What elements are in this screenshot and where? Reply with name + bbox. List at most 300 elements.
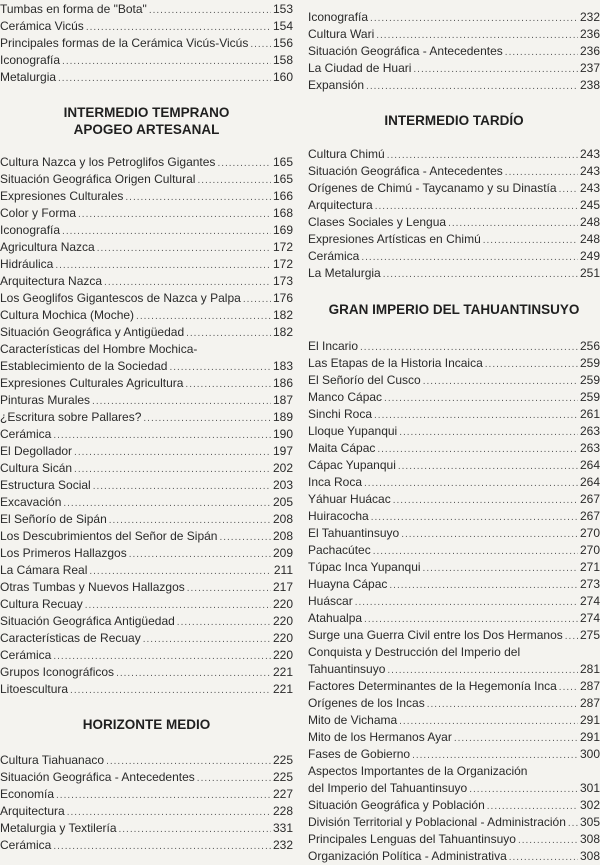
toc-left-column [0, 0, 293, 854]
toc-entry-page: 249 [579, 249, 600, 263]
dot-leader [565, 628, 578, 644]
dot-leader [74, 461, 271, 477]
toc-entry-page: 274 [579, 594, 600, 608]
toc-entry-page: 237 [579, 61, 600, 75]
toc-entry [308, 797, 600, 814]
toc-entry-page: 220 [272, 597, 293, 611]
toc-entry [0, 18, 293, 35]
dot-leader [125, 189, 271, 205]
toc-entry [0, 324, 293, 341]
section-heading-horizonte-medio: HORIZONTE MEDIO [82, 717, 211, 732]
toc-entry [308, 610, 600, 627]
toc-entry [0, 443, 293, 460]
toc-entry-title: Cultura Nazca y los Petroglifos Gigantes [0, 155, 216, 169]
toc-group-horizonte-medio [0, 752, 293, 854]
toc-entry-page: 267 [579, 509, 600, 523]
toc-entry-page: 227 [272, 787, 293, 801]
dot-leader [106, 753, 271, 769]
toc-entry-title: Otras Tumbas y Nuevos Hallazgos [0, 580, 185, 594]
toc-entry-title: Organización Política - Administrativa [308, 849, 507, 863]
dot-leader [399, 713, 578, 729]
dot-leader [219, 529, 271, 545]
toc-entry [0, 52, 293, 69]
toc-entry-page: 281 [579, 662, 600, 676]
toc-entry-page: 158 [272, 53, 293, 67]
toc-entry-title: Expresiones Culturales Agricultura [0, 376, 184, 390]
dot-leader [412, 747, 578, 763]
section-heading-line: APOGEO ARTESANAL [73, 122, 220, 137]
dot-leader [483, 232, 578, 248]
toc-entry [0, 664, 293, 681]
toc-entry [0, 35, 293, 52]
toc-entry-page: 189 [272, 410, 293, 424]
dot-leader [217, 155, 271, 171]
toc-entry [308, 848, 600, 865]
toc-entry [0, 307, 293, 324]
toc-entry [308, 338, 600, 355]
toc-entry-title: El Degollador [0, 444, 73, 458]
toc-entry-page: 156 [272, 36, 293, 50]
toc-entry [308, 146, 600, 163]
toc-entry-page: 221 [272, 682, 293, 696]
toc-entry-page: 160 [272, 70, 293, 84]
toc-entry [0, 837, 293, 854]
toc-entry-page: 190 [272, 427, 293, 441]
dot-leader [250, 36, 271, 52]
toc-entry [0, 409, 293, 426]
dot-leader [63, 495, 271, 511]
dot-leader [559, 679, 578, 695]
dot-leader [485, 356, 578, 372]
toc-entry-title: Los Primeros Hallazgos [0, 546, 127, 560]
dot-leader [97, 240, 271, 256]
toc-entry-title: Orígenes de Chimú - Taycanamo y su Dinastía [308, 181, 557, 195]
toc-entry-title: Huiracocha [308, 509, 369, 523]
toc-entry [308, 525, 600, 542]
toc-entry-title: Lloque Yupanqui [308, 424, 398, 438]
toc-entry-title: Hidráulica [0, 257, 54, 271]
toc-entry-page: 267 [579, 492, 600, 506]
toc-entry-page: 208 [272, 529, 293, 543]
toc-entry-page: 256 [579, 339, 600, 353]
toc-entry [308, 406, 600, 423]
toc-entry-page: 220 [272, 614, 293, 628]
toc-entry [308, 423, 600, 440]
toc-entry-page: 211 [273, 563, 293, 577]
toc-entry-title: La Cámara Real [0, 563, 88, 577]
dot-leader [423, 560, 578, 576]
toc-entry [308, 163, 600, 180]
toc-entry-title: Expresiones Culturales [0, 189, 124, 203]
dot-leader [393, 492, 578, 508]
toc-entry [308, 559, 600, 576]
toc-entry-page: 270 [579, 543, 600, 557]
dot-leader [143, 631, 271, 647]
toc-entry [308, 440, 600, 457]
toc-entry-title: Establecimiento de la Sociedad [0, 359, 168, 373]
toc-entry-page: 187 [272, 393, 293, 407]
dot-leader [371, 509, 578, 525]
toc-entry-title: Cultura Mochica (Moche) [0, 308, 135, 322]
toc-entry-title: Situación Geográfica Origen Cultural [0, 172, 196, 186]
dot-leader [58, 70, 271, 86]
toc-entry [308, 389, 600, 406]
toc-entry [308, 491, 600, 508]
toc-entry [0, 460, 293, 477]
dot-leader [104, 274, 271, 290]
toc-entry [0, 188, 293, 205]
toc-entry [0, 375, 293, 392]
dot-leader [119, 821, 271, 837]
toc-entry-title: Mito de los Hermanos Ayar [308, 730, 452, 744]
toc-entry-title: Expansión [308, 78, 365, 92]
toc-entry-page: 275 [579, 628, 600, 642]
toc-entry-page: 301 [579, 781, 600, 795]
toc-entry-page: 166 [272, 189, 293, 203]
toc-group-top-left [0, 0, 293, 86]
dot-leader [197, 172, 271, 188]
toc-entry [308, 9, 600, 26]
toc-entry-page: 182 [272, 308, 293, 322]
toc-entry-title: Situación Geográfica - Antecedentes [308, 164, 503, 178]
dot-leader [169, 359, 271, 375]
toc-entry-page: 220 [272, 648, 293, 662]
toc-entry-page: 291 [579, 730, 600, 744]
toc-entry [0, 290, 293, 307]
dot-leader [89, 563, 271, 579]
dot-leader [149, 2, 271, 18]
toc-entry [0, 681, 293, 698]
toc-entry-page: 245 [579, 198, 600, 212]
toc-entry-page: 259 [579, 373, 600, 387]
toc-entry [308, 729, 600, 746]
toc-entry-page: 217 [272, 580, 293, 594]
toc-entry [0, 613, 293, 630]
toc-entry-title: Mito de Vichama [308, 713, 398, 727]
toc-entry-page: 261 [579, 407, 600, 421]
toc-entry-page: 243 [579, 164, 600, 178]
dot-leader [373, 543, 578, 559]
dot-leader [55, 257, 271, 273]
dot-leader [86, 19, 271, 35]
dot-leader [53, 838, 271, 854]
toc-entry-page: 202 [272, 461, 293, 475]
toc-entry-title: Cerámica Vicús [0, 19, 84, 33]
dot-leader [377, 441, 578, 457]
toc-entry [0, 820, 293, 837]
toc-entry-title: Principales Lenguas del Tahuantinsuyo [308, 832, 516, 846]
toc-entry [308, 814, 600, 831]
toc-entry-title: El Señorío de Sipán [0, 512, 107, 526]
toc-entry [0, 426, 293, 443]
toc-entry [0, 579, 293, 596]
dot-leader [93, 478, 271, 494]
toc-entry-page: 273 [579, 577, 600, 591]
toc-entry-page: 238 [579, 78, 600, 92]
toc-entry-title: Características de Recuay [0, 631, 141, 645]
toc-entry-title: Cultura Chimú [308, 147, 385, 161]
section-heading-line: INTERMEDIO TEMPRANO [63, 105, 230, 120]
toc-entry [0, 392, 293, 409]
toc-entry-title: Cápac Yupanqui [308, 458, 396, 472]
toc-entry-page: 270 [579, 526, 600, 540]
toc-entry-title: El Incario [308, 339, 359, 353]
toc-entry [308, 197, 600, 214]
toc-entry-title: Iconografía [0, 223, 61, 237]
toc-entry-page: 176 [272, 291, 293, 305]
dot-leader [355, 594, 578, 610]
dot-leader [505, 164, 578, 180]
toc-entry-page: 243 [579, 147, 600, 161]
toc-entry-page: 308 [579, 849, 600, 863]
toc-entry [0, 341, 293, 358]
dot-leader [518, 832, 578, 848]
dot-leader [427, 696, 578, 712]
toc-entry-title: Situación Geográfica - Antecedentes [308, 44, 503, 58]
dot-leader [364, 611, 578, 627]
toc-entry-title: Los Descubrimientos del Señor de Sipán [0, 529, 218, 543]
toc-entry [308, 248, 600, 265]
dot-leader [383, 266, 578, 282]
toc-entry [308, 712, 600, 729]
toc-entry-title: Agricultura Nazca [0, 240, 95, 254]
toc-group-intermedio-tardio [308, 146, 600, 282]
dot-leader [129, 546, 271, 562]
dot-leader [78, 206, 271, 222]
toc-entry-title: Yáhuar Huácac [308, 492, 391, 506]
toc-entry [308, 695, 600, 712]
toc-group-intermedio-temprano [0, 154, 293, 698]
toc-entry-page: 165 [272, 155, 293, 169]
toc-entry-title: Excavación [0, 495, 62, 509]
toc-entry-title: del Imperio del Tahuantinsuyo [308, 781, 468, 795]
toc-entry [308, 214, 600, 231]
toc-entry-page: 251 [579, 266, 600, 280]
toc-entry-title: Huáscar [308, 594, 353, 608]
dot-leader [70, 682, 271, 698]
dot-leader [568, 815, 578, 831]
toc-entry-title: El Tahuantinsuyo [308, 526, 400, 540]
toc-entry [0, 154, 293, 171]
toc-entry-title: Situación Geográfica - Antecedentes [0, 770, 195, 784]
toc-entry-title: La Ciudad de Huari [308, 61, 412, 75]
toc-entry-page: 236 [579, 44, 600, 58]
toc-entry-title: Cultura Recuay [0, 597, 83, 611]
toc-entry-title: Túpac Inca Yupanqui [308, 560, 421, 574]
toc-entry-title: Atahualpa [308, 611, 363, 625]
dot-leader [361, 249, 578, 265]
toc-entry-page: 248 [579, 232, 600, 246]
toc-entry-page: 248 [579, 215, 600, 229]
dot-leader [62, 223, 271, 239]
toc-entry-page: 183 [272, 359, 293, 373]
toc-entry [308, 593, 600, 610]
toc-entry-page: 154 [272, 19, 293, 33]
dot-leader [56, 787, 271, 803]
toc-entry [308, 661, 600, 678]
dot-leader [243, 291, 271, 307]
toc-entry-page: 225 [272, 753, 293, 767]
dot-leader [92, 393, 271, 409]
toc-entry-page: 302 [579, 798, 600, 812]
toc-entry [0, 477, 293, 494]
toc-entry-page: 264 [579, 475, 600, 489]
toc-entry-title: Arquitectura [308, 198, 373, 212]
toc-entry [0, 786, 293, 803]
toc-entry-page: 300 [579, 747, 600, 761]
toc-entry-page: 243 [579, 181, 600, 195]
toc-entry [308, 265, 600, 282]
toc-entry [0, 1, 293, 18]
dot-leader [559, 181, 578, 197]
toc-entry [308, 77, 600, 94]
toc-entry [308, 746, 600, 763]
toc-entry-page: 228 [272, 804, 293, 818]
toc-entry [308, 43, 600, 60]
dot-leader [62, 53, 271, 69]
toc-entry [0, 596, 293, 613]
toc-entry-page: 263 [579, 441, 600, 455]
toc-group-tahuantinsuyo [308, 338, 600, 865]
dot-leader [67, 804, 271, 820]
toc-entry-page: 208 [272, 512, 293, 526]
toc-entry-title: Metalurgia [0, 70, 57, 84]
toc-entry-title: Cerámica [308, 249, 360, 263]
toc-entry [0, 273, 293, 290]
dot-leader [364, 475, 578, 491]
toc-entry-page: 308 [579, 832, 600, 846]
toc-entry-title: División Territorial y Poblacional - Administración [308, 815, 566, 829]
toc-right-column [308, 0, 600, 865]
toc-entry-title: La Metalurgia [308, 266, 381, 280]
dot-leader [387, 662, 578, 678]
toc-entry [308, 457, 600, 474]
dot-leader [374, 407, 578, 423]
dot-leader [509, 849, 578, 865]
toc-entry-title: El Señorío del Cusco [308, 373, 421, 387]
toc-entry-title: Aspectos Importantes de la Organización [308, 764, 528, 778]
toc-entry-title: Litoescultura [0, 682, 69, 696]
toc-entry-title: Cerámica [0, 427, 52, 441]
toc-entry-title: Fases de Gobierno [308, 747, 411, 761]
toc-entry-title: Surge una Guerra Civil entre los Dos Hermanos [308, 628, 563, 642]
dot-leader [398, 458, 578, 474]
toc-entry [0, 69, 293, 86]
toc-entry-title: Economía [0, 787, 55, 801]
toc-entry-title: Cultura Tiahuanaco [0, 753, 105, 767]
toc-entry [308, 60, 600, 77]
toc-entry [308, 627, 600, 644]
toc-entry [0, 769, 293, 786]
toc-entry-page: 203 [272, 478, 293, 492]
toc-entry-title: Tumbas en forma de "Bota" [0, 2, 147, 16]
toc-entry-page: 169 [272, 223, 293, 237]
toc-entry-title: Color y Forma [0, 206, 77, 220]
toc-entry-title: Factores Determinantes de la Hegemonía Inca [308, 679, 557, 693]
toc-entry-title: Arquitectura Nazca [0, 274, 103, 288]
toc-entry-title: Expresiones Artísticas en Chimú [308, 232, 481, 246]
section-heading-tahuantinsuyo: GRAN IMPERIO DEL TAHUANTINSUYO [328, 302, 580, 317]
dot-leader [487, 798, 578, 814]
toc-entry-page: 209 [272, 546, 293, 560]
toc-entry-page: 287 [579, 696, 600, 710]
toc-entry [0, 511, 293, 528]
toc-entry [0, 239, 293, 256]
dot-leader [401, 526, 578, 542]
dot-leader [74, 444, 271, 460]
toc-entry-page: 305 [579, 815, 600, 829]
toc-entry-title: Estructura Social [0, 478, 91, 492]
dot-leader [375, 198, 578, 214]
toc-entry [0, 803, 293, 820]
toc-entry-title: Clases Sociales y Lengua [308, 215, 447, 229]
toc-entry [0, 562, 293, 579]
toc-entry-title: Iconografía [308, 10, 369, 24]
dot-leader [360, 339, 578, 355]
toc-entry [308, 780, 600, 797]
dot-leader [85, 597, 271, 613]
toc-entry [0, 630, 293, 647]
toc-entry [308, 26, 600, 43]
dot-leader [370, 10, 578, 26]
toc-entry [308, 644, 600, 661]
toc-entry-title: Cerámica [0, 648, 52, 662]
toc-entry [308, 763, 600, 780]
dot-leader [116, 665, 271, 681]
toc-entry-title: Cultura Wari [308, 27, 375, 41]
toc-entry-title: Metalurgia y Textilería [0, 821, 117, 835]
toc-entry-page: 263 [579, 424, 600, 438]
toc-entry-title: Principales formas de la Cerámica Vicús-Vicús [0, 36, 249, 50]
dot-leader [384, 390, 578, 406]
dot-leader [187, 580, 271, 596]
toc-entry [0, 494, 293, 511]
toc-entry-title: ¿Escritura sobre Pallares? [0, 410, 142, 424]
dot-leader [399, 424, 578, 440]
toc-entry [308, 508, 600, 525]
dot-leader [448, 215, 578, 231]
dot-leader [109, 512, 271, 528]
toc-entry [308, 831, 600, 848]
toc-entry-title: Pinturas Murales [0, 393, 91, 407]
toc-entry-page: 197 [272, 444, 293, 458]
toc-entry-title: Cultura Sicán [0, 461, 73, 475]
toc-entry-page: 271 [579, 560, 600, 574]
toc-entry [308, 542, 600, 559]
toc-entry-page: 205 [272, 495, 293, 509]
toc-entry [308, 372, 600, 389]
toc-entry-title: Manco Cápac [308, 390, 383, 404]
dot-leader [185, 376, 271, 392]
toc-entry-page: 225 [272, 770, 293, 784]
toc-entry-page: 172 [272, 240, 293, 254]
toc-entry [0, 752, 293, 769]
toc-entry-title: Pachacútec [308, 543, 371, 557]
toc-entry-page: 259 [579, 356, 600, 370]
toc-entry-title: Sinchi Roca [308, 407, 373, 421]
toc-entry-title: Situación Geográfica Antigüedad [0, 614, 175, 628]
toc-entry-page: 264 [579, 458, 600, 472]
toc-entry [0, 205, 293, 222]
dot-leader [469, 781, 578, 797]
toc-entry-page: 182 [272, 325, 293, 339]
toc-entry [308, 231, 600, 248]
toc-entry-title: Las Etapas de la Historia Incaica [308, 356, 483, 370]
dot-leader [197, 770, 271, 786]
toc-entry [0, 358, 293, 375]
toc-entry-title: Grupos Iconográficos [0, 665, 115, 679]
toc-entry-title: Huayna Cápac [308, 577, 388, 591]
